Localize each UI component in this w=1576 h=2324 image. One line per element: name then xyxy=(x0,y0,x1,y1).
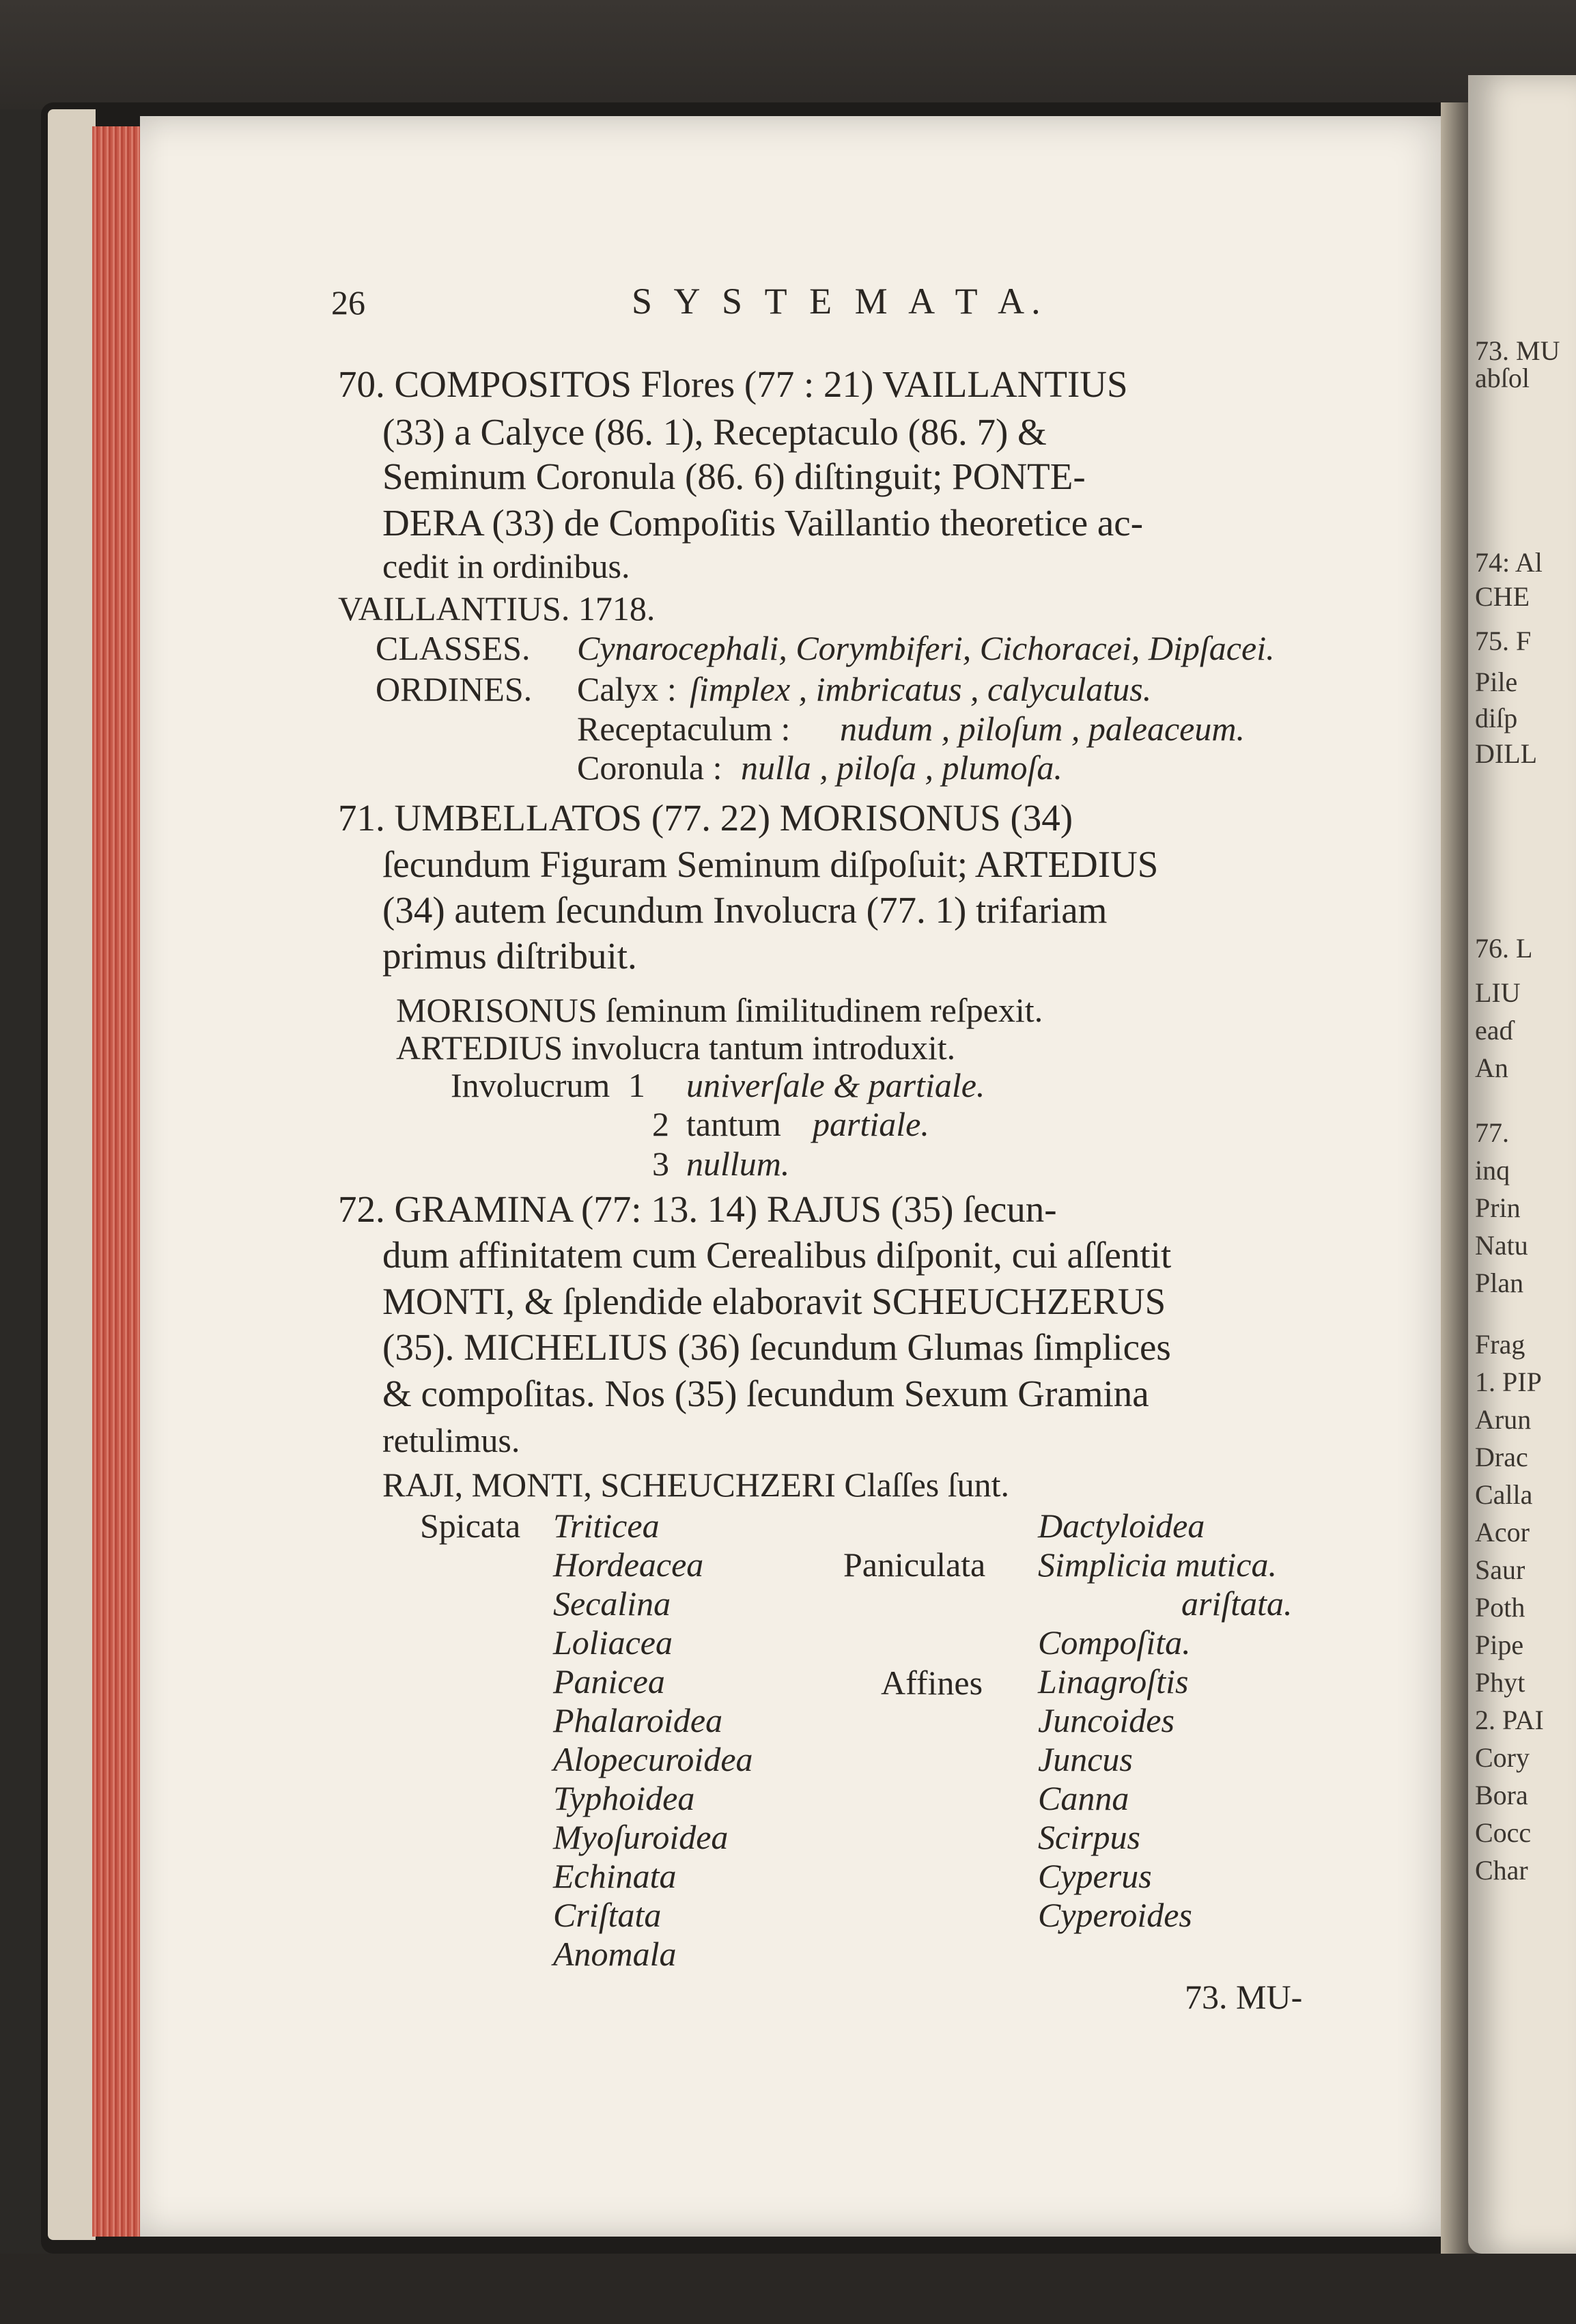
involucrum-number: 2 xyxy=(652,1105,669,1143)
ordines-label: ORDINES. xyxy=(376,670,533,708)
facing-fragment: 76. L xyxy=(1475,933,1533,964)
facing-fragment: eaɗ xyxy=(1475,1015,1513,1046)
spicata-item: Loliacea xyxy=(553,1623,673,1662)
paragraph-line: (35). MICHELIUS (36) ſecundum Glumas ſimplices xyxy=(382,1326,1171,1368)
paragraph-line: (34) autem ſecundum Involucra (77. 1) trifariam xyxy=(382,889,1108,931)
book-cover-edge xyxy=(48,109,96,2240)
facing-fragment: abſol xyxy=(1475,363,1530,393)
facing-fragment: Acor xyxy=(1475,1517,1530,1548)
paragraph-line: retulimus. xyxy=(382,1421,520,1459)
spicata-item: Criſtata xyxy=(553,1896,662,1934)
involucrum-number: 1 xyxy=(628,1066,645,1104)
spicata-item: Secalina xyxy=(553,1584,671,1623)
facing-fragment: Natu xyxy=(1475,1230,1528,1261)
group-label-spicata: Spicata xyxy=(420,1507,521,1545)
ordines-calyx-label: Calyx : xyxy=(577,670,677,708)
ordines-receptaculum-label: Receptaculum : xyxy=(577,710,791,748)
facing-fragment: LIU xyxy=(1475,977,1521,1008)
note-line: MORISONUS ſeminum ſimilitudinem reſpexit. xyxy=(396,991,1043,1029)
facing-fragment: diſp xyxy=(1475,703,1518,733)
facing-fragment: 1. PIP xyxy=(1475,1367,1542,1397)
facing-fragment: Pile xyxy=(1475,667,1518,697)
red-page-edges xyxy=(92,126,147,2237)
facing-fragment: Frag xyxy=(1475,1329,1525,1360)
classes-value: Cynarocephali, Corymbiferi, Cichoracei, Dipſacei. xyxy=(577,629,1275,667)
facing-fragment: Poth xyxy=(1475,1592,1525,1623)
involucrum-prefix: tantum xyxy=(686,1105,781,1143)
grass-class-item: Simplicia mutica. xyxy=(1038,1545,1277,1584)
paragraph-line: 71. UMBELLATOS (77. 22) MORISONUS (34) xyxy=(338,797,1073,839)
spicata-item: Myoſuroidea xyxy=(553,1818,729,1856)
facing-fragment: Cory xyxy=(1475,1742,1530,1773)
grass-class-item: Cyperoides xyxy=(1038,1896,1192,1934)
grass-class-item: Canna xyxy=(1038,1779,1129,1817)
paragraph-line: MONTI, & ſplendide elaboravit SCHEUCHZERUS xyxy=(382,1280,1166,1322)
group-label-affines: Affines xyxy=(881,1664,983,1702)
ordines-coronula-label: Coronula : xyxy=(577,748,722,787)
paragraph-line: ſecundum Figuram Seminum diſpoſuit; ARTEDIUS xyxy=(382,843,1159,885)
facing-fragment: 74: Al xyxy=(1475,547,1543,578)
facing-fragment: CHE xyxy=(1475,581,1530,612)
note-line: ARTEDIUS involucra tantum introduxit. xyxy=(396,1028,956,1067)
facing-fragment: 2. PAI xyxy=(1475,1705,1544,1735)
paragraph-line: (33) a Calyce (86. 1), Receptaculo (86. 7) & xyxy=(382,411,1047,453)
spicata-item: Anomala xyxy=(553,1935,677,1973)
paragraph-line: Seminum Coronula (86. 6) diſtinguit; PONTE- xyxy=(382,456,1086,497)
spicata-item: Hordeacea xyxy=(553,1545,704,1584)
scan-background xyxy=(0,0,1576,109)
facing-fragment: Cocc xyxy=(1475,1817,1532,1848)
involucrum-value: univerſale & partiale. xyxy=(686,1066,985,1104)
facing-fragment: 73. MU xyxy=(1475,335,1560,366)
ordines-calyx-value: ſimplex , imbricatus , calyculatus. xyxy=(690,670,1152,708)
page-number: 26 xyxy=(331,283,365,322)
ordines-coronula-value: nulla , piloſa , plumoſa. xyxy=(741,748,1063,787)
spicata-item: Typhoidea xyxy=(553,1779,695,1817)
grass-class-item: Juncoides xyxy=(1038,1701,1174,1739)
facing-fragment: 77. xyxy=(1475,1117,1509,1148)
catchword: 73. MU- xyxy=(1185,1978,1303,2016)
running-title: S Y S T E M A T A. xyxy=(632,281,1047,322)
facing-page xyxy=(1468,75,1576,2254)
classes-label: CLASSES. xyxy=(376,629,531,667)
spicata-item: Triticea xyxy=(553,1507,660,1545)
paragraph-line: 72. GRAMINA (77: 13. 14) RAJUS (35) ſecun- xyxy=(338,1188,1057,1230)
scan-background-bottom xyxy=(0,2254,1576,2324)
paragraph-line: primus diſtribuit. xyxy=(382,935,637,977)
facing-fragment: Saur xyxy=(1475,1554,1525,1585)
paragraph-line: cedit in ordinibus. xyxy=(382,547,630,585)
spicata-item: Echinata xyxy=(553,1857,677,1895)
grass-class-item: Dactyloidea xyxy=(1038,1507,1205,1545)
grass-class-item: Linagroſtis xyxy=(1038,1662,1189,1700)
facing-fragment: 75. F xyxy=(1475,626,1532,656)
classes-heading: RAJI, MONTI, SCHEUCHZERI Claſſes ſunt. xyxy=(382,1466,1010,1504)
grass-class-item: Scirpus xyxy=(1038,1818,1140,1856)
facing-fragment: Phyt xyxy=(1475,1667,1525,1698)
facing-fragment: Bora xyxy=(1475,1780,1528,1810)
facing-fragment: DILL xyxy=(1475,738,1538,769)
author-heading: VAILLANTIUS. 1718. xyxy=(338,589,656,628)
spicata-item: Alopecuroidea xyxy=(553,1740,753,1778)
paragraph-line: & compoſitas. Nos (35) ſecundum Sexum Gramina xyxy=(382,1373,1149,1414)
facing-fragment: Char xyxy=(1475,1855,1528,1886)
spicata-item: Panicea xyxy=(553,1662,665,1700)
facing-fragment: inq xyxy=(1475,1155,1510,1186)
grass-class-item: ariſtata. xyxy=(1181,1584,1293,1623)
spicata-item: Phalaroidea xyxy=(553,1701,723,1739)
ordines-receptaculum-value: nudum , piloſum , paleaceum. xyxy=(840,710,1245,748)
group-label-paniculata: Paniculata xyxy=(843,1545,986,1584)
paragraph-line: DERA (33) de Compoſitis Vaillantio theoretice ac- xyxy=(382,502,1144,544)
involucrum-label: Involucrum xyxy=(451,1066,610,1104)
facing-fragment: Drac xyxy=(1475,1442,1528,1472)
paragraph-line: 70. COMPOSITOS Flores (77 : 21) VAILLANTIUS xyxy=(338,363,1128,405)
facing-fragment: Prin xyxy=(1475,1192,1521,1223)
paragraph-line: dum affinitatem cum Cerealibus diſponit, cui aſſentit xyxy=(382,1234,1172,1276)
facing-fragment: Arun xyxy=(1475,1404,1532,1435)
facing-fragment: Plan xyxy=(1475,1268,1524,1298)
involucrum-value: partiale. xyxy=(813,1105,929,1143)
facing-fragment: Calla xyxy=(1475,1479,1533,1510)
facing-fragment: Pipe xyxy=(1475,1629,1524,1660)
involucrum-value: nullum. xyxy=(686,1145,790,1183)
grass-class-item: Juncus xyxy=(1038,1740,1133,1778)
facing-fragment: An xyxy=(1475,1052,1508,1083)
involucrum-number: 3 xyxy=(652,1145,669,1183)
grass-class-item: Compoſita. xyxy=(1038,1623,1191,1662)
grass-class-item: Cyperus xyxy=(1038,1857,1152,1895)
